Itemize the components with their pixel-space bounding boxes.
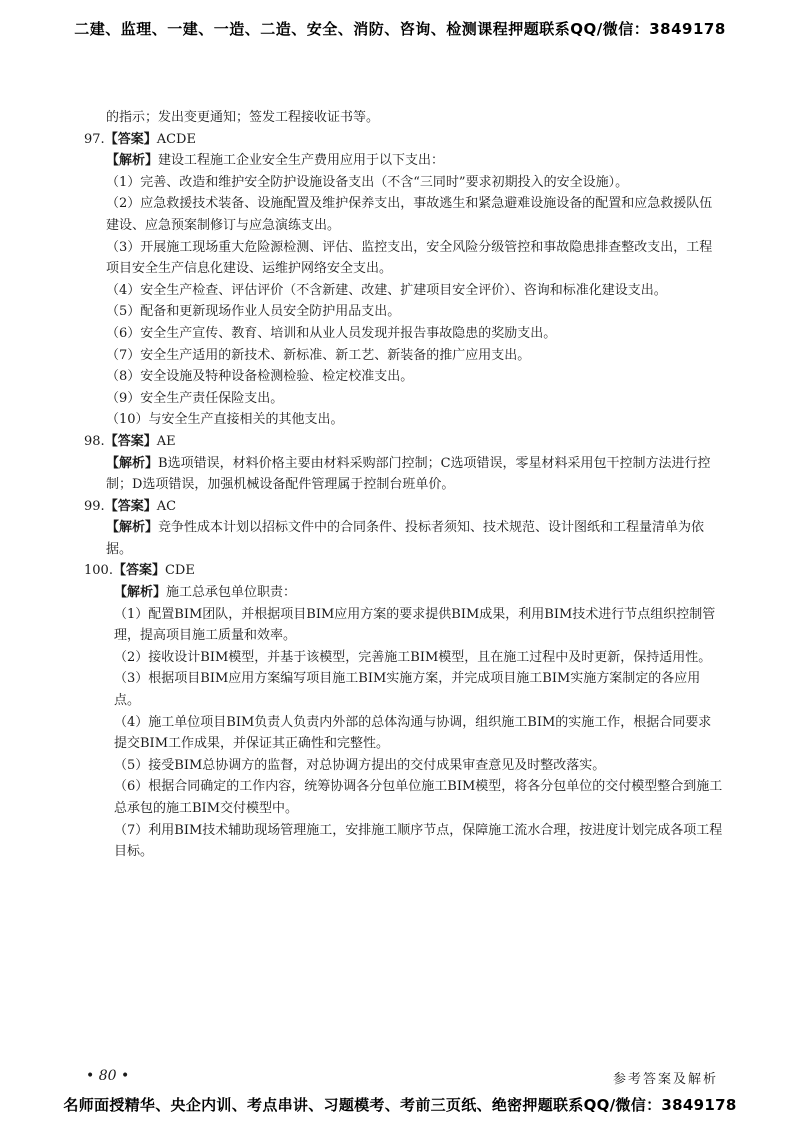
- q99-answer-line: [84, 496, 724, 518]
- q98-answer-line: [84, 431, 724, 453]
- q100-number: 100.: [84, 563, 113, 579]
- q97-analysis-tag: 【解析】: [106, 153, 159, 169]
- q98-answer: AE: [156, 433, 176, 449]
- q100-answer: CDE: [164, 563, 195, 579]
- q97-answer-tag: 【答案】: [104, 131, 157, 147]
- q100-item: （3）根据项目BIM应用方案编写项目施工BIM实施方案，并完成项目施工BIM实施方案制定的各应用点。: [114, 671, 701, 709]
- q97-item: （6）安全生产宣传、教育、培训和从业人员发现并报告事故隐患的奖励支出。: [106, 325, 557, 341]
- q98-analysis: [84, 453, 724, 496]
- q99-analysis-text: 竞争性成本计划以招标文件中的合同条件、投标者须知、技术规范、设计图纸和工程量清单为依据。: [106, 520, 705, 557]
- q98-number: 98.: [84, 433, 105, 449]
- q97-answer-line: [84, 129, 724, 151]
- q97-item: （1）完善、改造和维护安全防护设施设备支出（不含“三同时”要求初期投入的安全设施）。: [106, 174, 629, 190]
- intro-line: 的指示；发出变更通知；签发工程接收证书等。: [106, 110, 380, 125]
- q99-answer: AC: [156, 498, 177, 514]
- q97-item: （4）安全生产检查、评估评价（不含新建、改建、扩建项目安全评价）、咨询和标准化建设支出。: [106, 282, 667, 298]
- q97-analysis-text: 建设工程施工企业安全生产费用应用于以下支出：: [158, 153, 445, 169]
- q98-answer-tag: 【答案】: [104, 433, 157, 449]
- q100-item: （2）接收设计BIM模型，并基于该模型，完善施工BIM模型，且在施工过程中及时更新，保持适用性。: [114, 649, 712, 665]
- q100-item: （6）根据合同确定的工作内容，统筹协调各分包单位施工BIM模型，将各分包单位的交付模型整合到施工总承包的施工BIM交付模型中。: [114, 779, 723, 816]
- q99-answer-tag: 【答案】: [104, 498, 157, 514]
- q99-number: 99.: [84, 498, 105, 514]
- q97-item: （2）应急救援技术装备、设施配置及维护保养支出，事故逃生和紧急避难设施设备的配置和应急救援队伍建设、应急预案制修订与应急演练支出。: [106, 196, 713, 233]
- page-number: • 80 •: [86, 1068, 130, 1084]
- page-footer-banner: 名师面授精华、央企内训、考点串讲、习题模考、考前三页纸、绝密押题联系QQ/微信：3849178: [63, 1096, 737, 1114]
- section-title: 参考答案及解析: [612, 1072, 718, 1087]
- q97-analysis: [84, 150, 724, 431]
- q97-number: 97.: [84, 131, 105, 147]
- q100-answer-line: [84, 560, 724, 582]
- q100-answer-tag: 【答案】: [112, 563, 165, 579]
- page-header-banner: 二建、监理、一建、一造、二造、安全、消防、咨询、检测课程押题联系QQ/微信：3849178: [74, 20, 726, 38]
- q97-item: （5）配备和更新现场作业人员安全防护用品支出。: [106, 304, 401, 320]
- q97-item: （9）安全生产责任保险支出。: [106, 390, 284, 406]
- q99-analysis: [84, 517, 724, 560]
- q100-analysis-text: 施工总承包单位职责：: [166, 585, 297, 601]
- q97-item: （3）开展施工现场重大危险源检测、评估、监控支出，安全风险分级管控和事故隐患排查整改支出，工程项目安全生产信息化建设、运维护网络安全支出。: [106, 239, 713, 277]
- q97-item: （8）安全设施及特种设备检测检验、检定校准支出。: [106, 369, 414, 385]
- answer-content: [84, 107, 724, 863]
- q100-item: （5）接受BIM总协调方的监督，对总协调方提出的交付成果审查意见及时整改落实。: [114, 757, 606, 773]
- q100-analysis-tag: 【解析】: [114, 585, 167, 601]
- q100-analysis: [84, 582, 724, 863]
- q100-item: （7）利用BIM技术辅助现场管理施工，安排施工顺序节点，保障施工流水合理，按进度计划完成各项工程目标。: [114, 822, 723, 860]
- q97-item: （10）与安全生产直接相关的其他支出。: [106, 412, 344, 428]
- q100-item: （4）施工单位项目BIM负责人负责内外部的总体沟通与协调，组织施工BIM的实施工作，根据合同要求提交BIM工作成果，并保证其正确性和完整性。: [114, 714, 712, 752]
- q98-analysis-text: B选项错误，材料价格主要由材料采购部门控制；C选项错误，零星材料采用包干控制方法进行控制；D选项错误，加强机械设备配件管理属于控制台班单价。: [106, 455, 711, 493]
- q97-item: （7）安全生产适用的新技术、新标准、新工艺、新装备的推广应用支出。: [106, 347, 531, 363]
- q99-analysis-tag: 【解析】: [106, 520, 159, 536]
- q98-analysis-tag: 【解析】: [106, 455, 159, 471]
- q97-answer: ACDE: [156, 131, 196, 147]
- q100-item: （1）配置BIM团队，并根据项目BIM应用方案的要求提供BIM成果，利用BIM技术进行节点组织控制管理，提高项目施工质量和效率。: [114, 606, 716, 644]
